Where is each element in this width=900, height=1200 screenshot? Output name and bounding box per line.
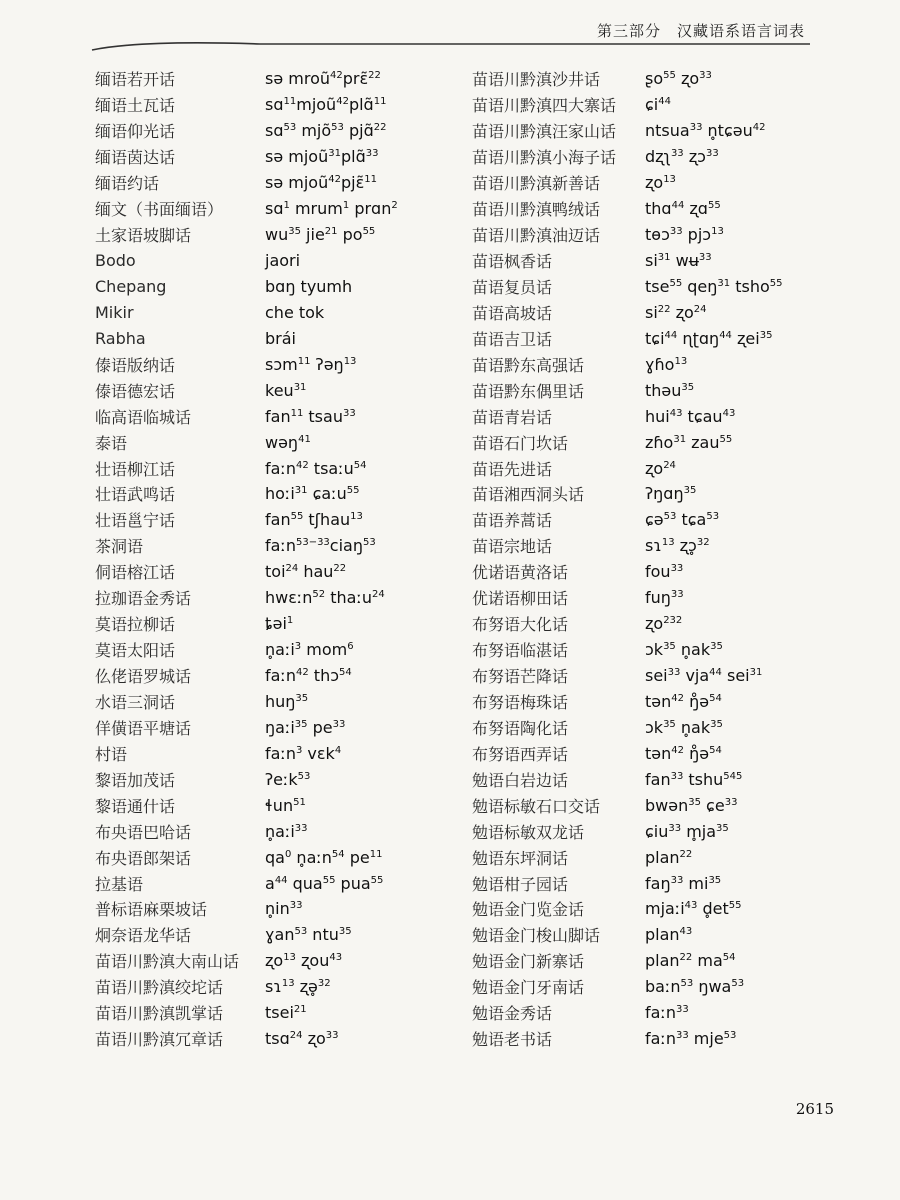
entry-row	[472, 922, 872, 948]
entry-row	[472, 144, 872, 170]
entry-row	[95, 507, 470, 533]
language-name: 缅语土瓦话	[95, 96, 176, 116]
entry-row	[472, 248, 872, 274]
word-form: bwən$^{35}$ ɕe$^{33}$	[645, 795, 738, 815]
entry-row	[95, 766, 470, 792]
running-header	[0, 0, 900, 70]
word-form: $wu^{35}$ jie$^{21}$ $po^{55}$	[265, 225, 376, 245]
entry-row	[95, 144, 470, 170]
entry-row	[95, 274, 470, 300]
language-name: 苗语川黔滇冗章话	[95, 1030, 224, 1050]
entry-row	[95, 1026, 470, 1052]
language-name: 苗语养蒿话	[472, 511, 553, 531]
word-form: jaori	[265, 251, 301, 271]
entry-row	[95, 118, 470, 144]
language-name: 勉语白岩边话	[472, 770, 569, 790]
language-name: 茶洞语	[95, 537, 144, 557]
word-form: fou$^{33}$	[645, 562, 684, 582]
language-name: 苗语高坡话	[472, 303, 553, 323]
language-name: 佯僙语平塘话	[95, 718, 192, 738]
entry-row	[472, 663, 872, 689]
word-form: $si^{22}$ ʐo$^{24}$	[645, 302, 707, 322]
entry-row	[472, 455, 872, 481]
language-name: 苗语吉卫话	[472, 329, 553, 349]
word-form: tən$^{42}$ ŋ̊ə$^{54}$	[645, 691, 722, 711]
language-name: 缅语仰光话	[95, 122, 176, 142]
entry-row	[472, 714, 872, 740]
language-name: Bodo	[95, 251, 136, 271]
word-form: faːn$^{53-33}$ciaŋ$^{53}$	[265, 536, 376, 556]
entry-row	[472, 481, 872, 507]
language-name: 苗语川黔滇凯掌话	[95, 1004, 224, 1024]
entry-row	[472, 274, 872, 300]
word-form: zɦo$^{31}$ zau$^{55}$	[645, 432, 733, 452]
entry-row	[95, 611, 470, 637]
language-name: 勉语柑子园话	[472, 874, 569, 894]
entry-row	[95, 637, 470, 663]
language-name: 布央语郎架话	[95, 848, 192, 868]
language-name: 优诺语黄洛话	[472, 563, 569, 583]
language-name: 苗语黔东高强话	[472, 355, 585, 375]
entry-row	[95, 559, 470, 585]
language-name: 缅语茵达话	[95, 148, 176, 168]
entry-row	[472, 766, 872, 792]
language-name: Mikir	[95, 302, 134, 322]
word-form: thəu$^{35}$	[645, 380, 695, 400]
language-name: 缅文（书面缅语）	[95, 200, 224, 220]
word-form: ɔk$^{35}$ $n̥ak^{35}$	[645, 640, 723, 660]
entry-row	[472, 948, 872, 974]
language-name: 布努语芒降话	[472, 667, 569, 687]
entry-row	[472, 1000, 872, 1026]
word-form: fan$^{11}$ tsau$^{33}$	[265, 406, 356, 426]
language-name: 缅语若开话	[95, 70, 176, 90]
entry-row	[472, 611, 872, 637]
word-form: $qa^0$ n̥aːn$^{54}$ $pe^{11}$	[265, 847, 383, 867]
language-name: Chepang	[95, 276, 167, 296]
language-name: 壮语柳江话	[95, 459, 176, 479]
language-name: 拉珈语金秀话	[95, 589, 192, 609]
language-name: 布努语梅珠话	[472, 692, 569, 712]
entry-row	[95, 1000, 470, 1026]
word-form: n̥aːi$^3$ mom$^6$	[265, 640, 354, 660]
language-name: 苗语川黔滇小海子话	[472, 148, 617, 168]
word-form: sɿ$^{13}$ ʐɔ̥$^{32}$	[645, 536, 710, 556]
language-name: 莫语拉柳话	[95, 615, 176, 635]
word-form: ɣɦo$^{13}$	[645, 354, 688, 374]
word-form: sɑ$^{53}$ mjõ$^{53}$ pjɑ̃$^{22}$	[265, 121, 387, 141]
word-form: bɑŋ tyumh	[265, 276, 353, 296]
word-form: baːn$^{53}$ ŋwa$^{53}$	[645, 977, 745, 997]
word-form: huŋ$^{35}$	[265, 691, 309, 711]
word-form: ʐo$^{13}$ ʐou$^{43}$	[265, 951, 343, 971]
entry-row	[95, 792, 470, 818]
word-form: tse$^{55}$ qeŋ$^{31}$ tsho$^{55}$	[645, 276, 783, 296]
language-name: 勉语老书话	[472, 1030, 553, 1050]
word-form: tɵɔ$^{33}$ pjɔ$^{13}$	[645, 225, 724, 245]
entry-row	[95, 948, 470, 974]
word-form: ɕə$^{53}$ tɕa$^{53}$	[645, 510, 720, 530]
entry-row	[472, 896, 872, 922]
language-name: 布努语西弄话	[472, 744, 569, 764]
word-form: ʐo$^{232}$	[645, 614, 683, 634]
language-name: 勉语标敏双龙话	[472, 822, 585, 842]
word-form: ɣan$^{53}$ ntu$^{35}$	[265, 925, 352, 945]
word-form: sɑ$^1$ mrum$^1$ prɑn$^2$	[265, 199, 398, 219]
word-form: hoːi$^{31}$ ɕaːu$^{55}$	[265, 484, 360, 504]
word-form: ɔk$^{35}$ $n̥ak^{35}$	[645, 717, 723, 737]
entry-row	[95, 740, 470, 766]
word-form: sə mroũ$^{42}$prɛ̃$^{22}$	[265, 69, 381, 89]
entry-row	[472, 689, 872, 715]
entry-row	[472, 403, 872, 429]
word-form: $si^{31}$ wʉ$^{33}$	[645, 251, 712, 271]
entry-row	[95, 922, 470, 948]
language-name: 炯奈语龙华话	[95, 926, 192, 946]
language-name: 优诺语柳田话	[472, 589, 569, 609]
language-name: 布努语临湛话	[472, 641, 569, 661]
section-title: 第三部分 汉藏语系语言词表	[596, 22, 805, 40]
language-name: 布努语陶化话	[472, 718, 569, 738]
entry-row	[95, 870, 470, 896]
left-column	[95, 66, 470, 1052]
entry-row	[95, 585, 470, 611]
word-form: faːn$^{33}$ mje$^{53}$	[645, 1029, 737, 1049]
entry-row	[95, 818, 470, 844]
word-form: dʐʅ$^{33}$ ʐɔ$^{33}$	[645, 147, 719, 167]
word-form: plan$^{43}$	[645, 925, 693, 945]
language-name: 苗语川黔滇新善话	[472, 174, 601, 194]
word-form: $a^{44}$ qua$^{55}$ pua$^{55}$	[265, 873, 384, 893]
entry-row	[95, 689, 470, 715]
entry-row	[95, 66, 470, 92]
word-form: ʐo$^{13}$	[645, 173, 676, 193]
language-name: Rabha	[95, 328, 146, 348]
word-form: tsei$^{21}$	[265, 1003, 307, 1023]
language-name: 拉基语	[95, 874, 144, 894]
word-form: sə mjoũ$^{31}$plɑ̃$^{33}$	[265, 147, 379, 167]
language-name: 苗语川黔滇鸭绒话	[472, 200, 601, 220]
word-form: ŋaːi$^{35}$ $pe^{33}$	[265, 717, 346, 737]
language-name: 壮语武鸣话	[95, 485, 176, 505]
language-name: 布努语大化话	[472, 615, 569, 635]
entry-row	[472, 585, 872, 611]
word-form: faːn$^3$ vɛk$^4$	[265, 743, 342, 763]
entry-row	[95, 325, 470, 351]
language-name: 苗语川黔滇四大寨话	[472, 96, 617, 116]
word-form: toi$^{24}$ hau$^{22}$	[265, 562, 347, 582]
word-form: fan$^{33}$ tshu$^{545}$	[645, 769, 743, 789]
word-form: sei$^{33}$ vja$^{44}$ sei$^{31}$	[645, 666, 763, 686]
word-form: ȶəi$^1$	[265, 614, 294, 634]
language-name: 苗语川黔滇沙井话	[472, 70, 601, 90]
language-name: 苗语湘西洞头话	[472, 485, 585, 505]
entry-row	[472, 740, 872, 766]
language-name: 村语	[95, 744, 128, 764]
word-form: mjaːi$^{43}$ $d̥et^{55}$	[645, 899, 742, 919]
language-name: 苗语川黔滇绞坨话	[95, 978, 224, 998]
entry-row	[472, 818, 872, 844]
entry-row	[472, 637, 872, 663]
language-name: 傣语版纳话	[95, 355, 176, 375]
entry-row	[472, 377, 872, 403]
language-name: 傣语德宏话	[95, 381, 176, 401]
language-name: 苗语宗地话	[472, 537, 553, 557]
word-form: hwɛːn$^{52}$ thaːu$^{24}$	[265, 588, 385, 608]
word-form: $n̥in^{33}$	[265, 899, 303, 919]
language-name: 黎语加茂话	[95, 770, 176, 790]
entry-row	[95, 455, 470, 481]
word-form: thɑ$^{44}$ ʐɑ$^{55}$	[645, 199, 721, 219]
entry-row	[95, 377, 470, 403]
language-name: 苗语川黔滇汪家山话	[472, 122, 617, 142]
language-name: 苗语黔东偶里话	[472, 381, 585, 401]
language-name: 勉语金门新寨话	[472, 952, 585, 972]
word-form: plan$^{22}$ $ma^{54}$	[645, 951, 736, 971]
language-name: 布央语巴哈话	[95, 822, 192, 842]
language-name: 缅语约话	[95, 174, 160, 194]
word-form: faːn$^{33}$	[645, 1003, 689, 1023]
entry-row	[95, 196, 470, 222]
language-name: 苗语枫香话	[472, 252, 553, 272]
word-form: tɕi$^{44}$ ɳʈɑŋ$^{44}$ ʐei$^{35}$	[645, 328, 773, 348]
word-form: plan$^{22}$	[645, 847, 693, 867]
entry-row	[472, 429, 872, 455]
language-name: 苗语川黔滇大南山话	[95, 952, 240, 972]
word-form: ntsua$^{33}$ n̥tɕəu$^{42}$	[645, 121, 766, 141]
word-form: n̥aːi$^{33}$	[265, 821, 308, 841]
entry-row	[472, 533, 872, 559]
entry-row	[95, 974, 470, 1000]
page-number: 2615	[795, 1100, 834, 1118]
entry-row	[95, 896, 470, 922]
word-form: brái	[265, 328, 296, 348]
language-name: 黎语通什话	[95, 796, 176, 816]
entry-row	[472, 792, 872, 818]
word-form: sɔm$^{11}$ ʔəŋ$^{13}$	[265, 354, 357, 374]
word-form: ɕiu$^{33}$ $m̥ja^{35}$	[645, 821, 729, 841]
entry-row	[472, 222, 872, 248]
language-name: 苗语青岩话	[472, 407, 553, 427]
entry-row	[472, 196, 872, 222]
word-form: keu$^{31}$	[265, 380, 307, 400]
entry-row	[472, 844, 872, 870]
entry-row	[95, 403, 470, 429]
word-form: ɕi$^{44}$	[645, 95, 671, 115]
word-form: faːn$^{42}$ tsaːu$^{54}$	[265, 458, 367, 478]
language-name: 苗语先进话	[472, 459, 553, 479]
word-form: faːn$^{42}$ thɔ$^{54}$	[265, 666, 352, 686]
word-form: fuŋ$^{33}$	[645, 588, 684, 608]
language-name: 壮语邕宁话	[95, 511, 176, 531]
entry-row	[472, 299, 872, 325]
language-name: 苗语复员话	[472, 277, 553, 297]
language-name: 勉语金门梭山脚话	[472, 926, 601, 946]
entry-row	[95, 170, 470, 196]
entry-row	[95, 663, 470, 689]
entry-row	[472, 118, 872, 144]
language-name: 苗语川黔滇油迈话	[472, 226, 601, 246]
language-name: 勉语金秀话	[472, 1004, 553, 1024]
word-form: faŋ$^{33}$ $mi^{35}$	[645, 873, 722, 893]
entry-row	[95, 714, 470, 740]
entry-row	[95, 844, 470, 870]
entry-row	[472, 870, 872, 896]
entry-row	[95, 533, 470, 559]
language-name: 勉语标敏石口交话	[472, 796, 601, 816]
language-name: 仫佬语罗城话	[95, 667, 192, 687]
word-form: fan$^{55}$ tʃhau$^{13}$	[265, 510, 363, 530]
word-form: ʔŋɑŋ$^{35}$	[645, 484, 697, 504]
entry-row	[472, 507, 872, 533]
word-form: ʂo$^{55}$ ʐo$^{33}$	[645, 69, 712, 89]
entry-row	[95, 351, 470, 377]
entry-row	[95, 481, 470, 507]
language-name: 勉语金门览金话	[472, 900, 585, 920]
language-name: 土家语坡脚话	[95, 226, 192, 246]
entry-row	[472, 974, 872, 1000]
right-column	[472, 66, 872, 1052]
word-form: sɿ$^{13}$ ʐə̥$^{32}$	[265, 977, 331, 997]
word-form: ʔeːk$^{53}$	[265, 769, 311, 789]
entry-row	[472, 325, 872, 351]
word-form: ɬun$^{51}$	[265, 795, 306, 815]
word-form: che tok	[265, 302, 325, 322]
language-name: 泰语	[95, 433, 128, 453]
language-name: 勉语金门牙南话	[472, 978, 585, 998]
word-form: sə mjoũ$^{42}$pjɛ̃$^{11}$	[265, 173, 377, 193]
entry-row	[472, 1026, 872, 1052]
entry-row	[472, 92, 872, 118]
language-name: 普标语麻栗坡话	[95, 900, 208, 920]
entry-row	[95, 222, 470, 248]
entry-row	[95, 92, 470, 118]
entry-row	[472, 559, 872, 585]
entry-row	[472, 66, 872, 92]
entry-row	[472, 170, 872, 196]
word-form: tən$^{42}$ ŋ̊ə$^{54}$	[645, 743, 722, 763]
entry-row	[95, 248, 470, 274]
language-name: 勉语东坪洞话	[472, 848, 569, 868]
word-form: hui$^{43}$ tɕau$^{43}$	[645, 406, 736, 426]
word-form: ʐo$^{24}$	[645, 458, 676, 478]
language-name: 水语三洞话	[95, 692, 176, 712]
word-form: wəŋ$^{41}$	[265, 432, 311, 452]
language-name: 侗语榕江话	[95, 563, 176, 583]
entry-row	[472, 351, 872, 377]
language-name: 临高语临城话	[95, 407, 192, 427]
word-form: tsɑ$^{24}$ ʐo$^{33}$	[265, 1029, 339, 1049]
language-name: 莫语太阳话	[95, 641, 176, 661]
word-form: sɑ$^{11}$mjoũ$^{42}$plɑ̃$^{11}$	[265, 95, 387, 115]
language-name: 苗语石门坎话	[472, 433, 569, 453]
entry-row	[95, 299, 470, 325]
entry-row	[95, 429, 470, 455]
